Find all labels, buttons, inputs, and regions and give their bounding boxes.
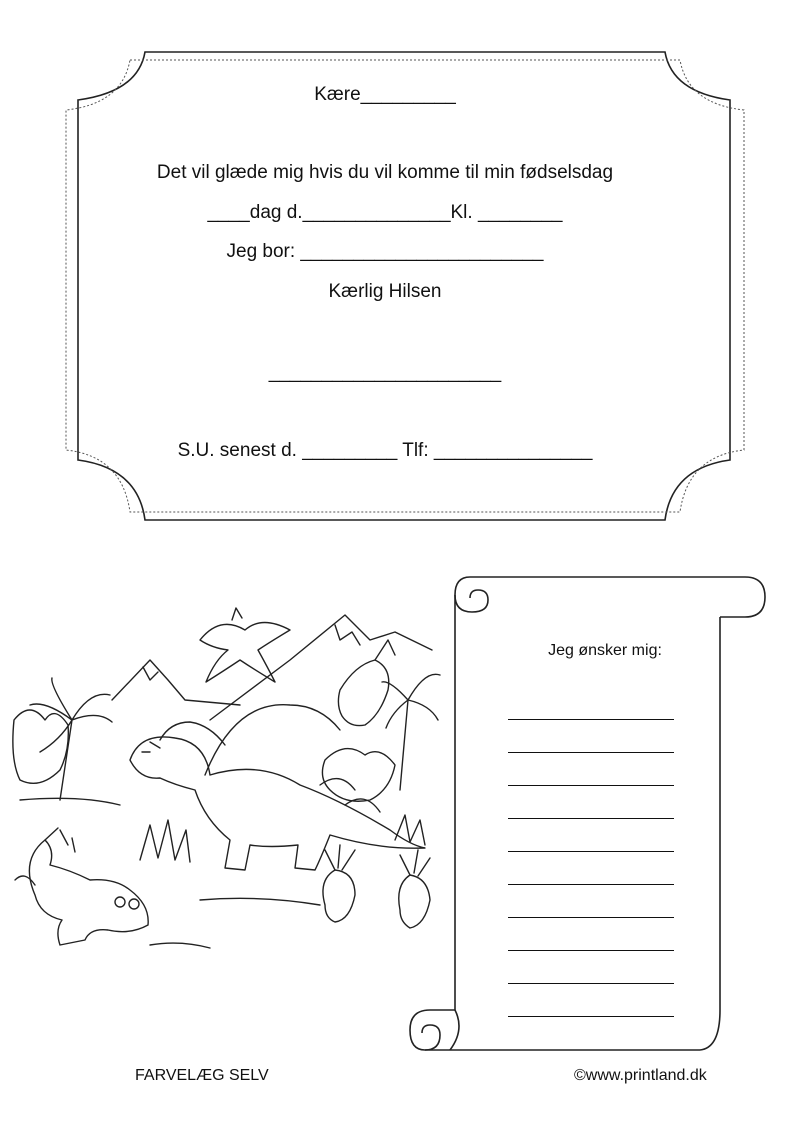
wishlist-blank-line	[508, 819, 674, 852]
footer-copyright: ©www.printland.dk	[574, 1067, 707, 1084]
invite-text: Det vil glæde mig hvis du vil komme til min fødselsdag	[156, 162, 614, 183]
wishlist-blank-line	[508, 951, 674, 984]
regards-text: Kærlig Hilsen	[328, 281, 442, 302]
wishlist-blank-line	[508, 918, 674, 951]
signature-line: ______________________	[268, 362, 502, 383]
wishlist-blank-line	[508, 753, 674, 786]
rsvp-phone-line: S.U. senest d. _________ Tlf: _______________	[177, 440, 593, 461]
wishlist-blank-line	[508, 712, 674, 720]
wishlist-title: Jeg ønsker mig:	[548, 642, 662, 659]
wishlist-blank-line	[508, 885, 674, 918]
wishlist-blank-line	[508, 786, 674, 819]
wishlist-blank-line	[508, 720, 674, 753]
greeting-line: Kære_________	[314, 84, 456, 105]
wishlist-lines	[508, 712, 674, 1017]
wishlist-blank-line	[508, 984, 674, 1017]
wishlist-blank-line	[508, 852, 674, 885]
date-time-line: ____dag d.______________Kl. ________	[207, 202, 563, 223]
address-line: Jeg bor: _______________________	[226, 241, 544, 262]
footer-color-yourself: FARVELÆG SELV	[135, 1067, 269, 1084]
